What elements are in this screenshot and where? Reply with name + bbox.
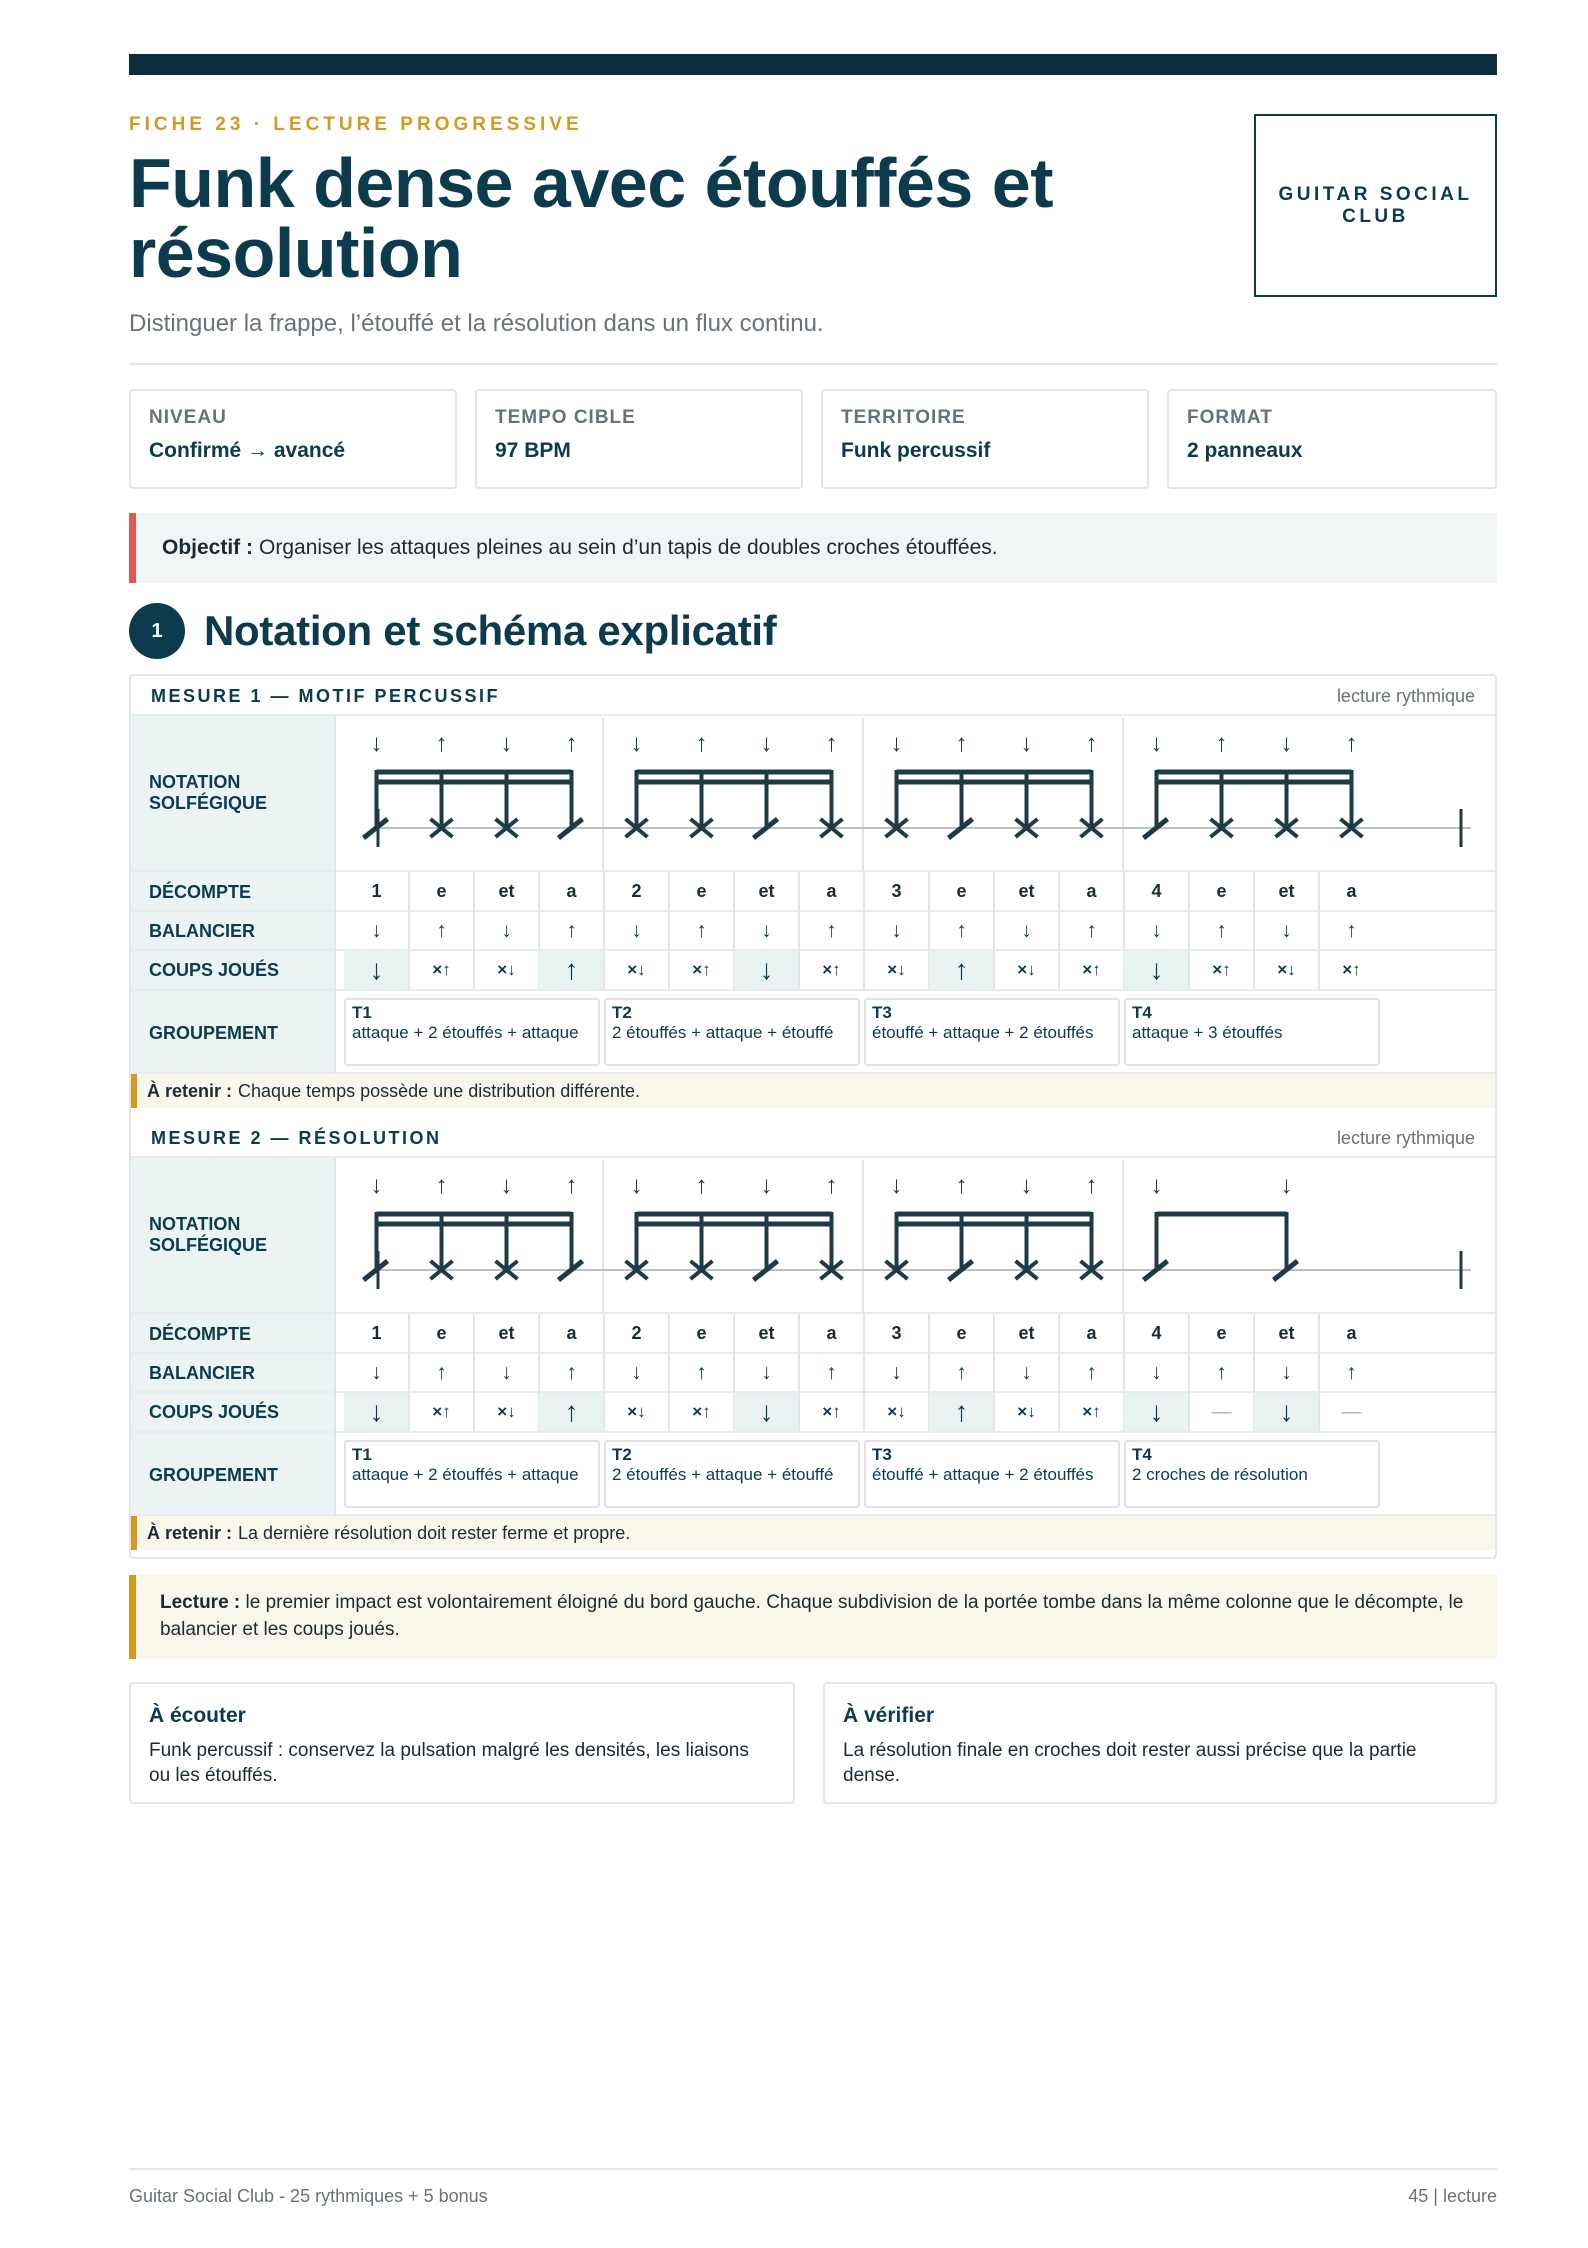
grouping-desc: attaque + 3 étouffés	[1132, 1023, 1283, 1042]
footer-right: 45 | lecture	[1408, 2186, 1497, 2206]
strum-cell: ↑	[826, 1360, 837, 1384]
row-label-line: SOLFÉGIQUE	[149, 1235, 268, 1255]
played-cell: ×↑	[432, 1402, 451, 1421]
info-card-format	[1167, 389, 1497, 489]
count-cell: a	[826, 1322, 837, 1343]
played-cell: ×↓	[497, 1402, 516, 1421]
stroke-arrow: ↓	[1020, 730, 1033, 757]
objective-callout	[129, 513, 1497, 583]
played-cell: ↓	[1124, 1393, 1189, 1431]
grouping-desc: 2 étouffés + attaque + étouffé	[612, 1023, 834, 1042]
strum-cell: ↓	[891, 1360, 902, 1384]
stroke-arrow: ↑	[1345, 730, 1358, 757]
count-cell: e	[956, 1322, 967, 1343]
strum-cell: ↓	[371, 1360, 382, 1384]
row-label-line: NOTATION	[149, 1214, 241, 1234]
strum-cell: ↑	[1216, 918, 1227, 942]
played-cell: ↓	[1124, 951, 1189, 989]
played-cell: ×↑	[692, 1402, 711, 1421]
played-cell: ×↑	[822, 960, 841, 979]
row-label-line: NOTATION	[149, 772, 241, 792]
stroke-arrow: ↓	[1150, 730, 1163, 757]
staff-notation	[336, 718, 1496, 872]
stroke-arrow: ↑	[1215, 730, 1228, 757]
header-divider	[129, 363, 1497, 365]
brand-logo-text: GUITAR SOCIAL CLUB	[1278, 183, 1473, 227]
played-cell: ×↑	[1082, 1402, 1101, 1421]
strum-cell: ↑	[1346, 1360, 1357, 1384]
grouping-box	[344, 1440, 600, 1508]
objective-label: Objectif :	[162, 536, 254, 559]
stroke-arrow: ↑	[695, 1172, 708, 1199]
stroke-arrow: ↓	[630, 730, 643, 757]
count-cell: 3	[891, 1322, 902, 1343]
row-label-count: DÉCOMPTE	[149, 1324, 252, 1344]
strum-cell: ↓	[1151, 1360, 1162, 1384]
row-label-notation	[149, 772, 267, 814]
grouping-box	[344, 998, 600, 1066]
info-card-level	[129, 389, 457, 489]
grouping-box	[604, 998, 860, 1066]
info-card-label: FORMAT	[1187, 407, 1273, 428]
remember-text: La dernière résolution doit rester ferme et propre.	[238, 1522, 631, 1543]
info-card-value: 2 panneaux	[1187, 439, 1303, 462]
strum-cell: ↓	[1151, 918, 1162, 942]
count-cell: e	[436, 880, 447, 901]
row-label-line: SOLFÉGIQUE	[149, 793, 268, 813]
count-cell: et	[498, 880, 515, 901]
count-cell: a	[566, 1322, 577, 1343]
played-cell: ↑	[929, 951, 994, 989]
played-cell: —	[1341, 1400, 1362, 1423]
played-cell: ×↓	[1017, 1402, 1036, 1421]
strum-cell: ↑	[1086, 1360, 1097, 1384]
stroke-arrow: ↑	[955, 730, 968, 757]
played-cell: ↓	[734, 951, 799, 989]
played-cell: ×↑	[1342, 960, 1361, 979]
stroke-arrow: ↑	[825, 1172, 838, 1199]
count-cell: e	[436, 1322, 447, 1343]
listen-text: Funk percussif : conservez la pulsation malgré les densités, les liaisons ou les étouffés.	[149, 1740, 749, 1786]
stroke-arrow: ↓	[1150, 1172, 1163, 1199]
row-label-strum: BALANCIER	[149, 1363, 255, 1383]
count-cell: et	[758, 880, 775, 901]
grouping-desc: 2 étouffés + attaque + étouffé	[612, 1465, 834, 1484]
section-heading	[129, 603, 776, 659]
row-label-grouping: GROUPEMENT	[149, 1465, 279, 1485]
stroke-arrow: ↓	[760, 1172, 773, 1199]
played-cell: ↓	[734, 1393, 799, 1431]
count-cell: et	[498, 1322, 515, 1343]
section-title: Notation et schéma explicatif	[204, 607, 777, 654]
count-cell: a	[1346, 880, 1357, 901]
grouping-desc: 2 croches de résolution	[1132, 1465, 1308, 1484]
count-cell: e	[1216, 1322, 1227, 1343]
count-cell: et	[1278, 880, 1295, 901]
strum-cell: ↓	[1281, 918, 1292, 942]
stroke-arrow: ↓	[1280, 730, 1293, 757]
section-number-badge: 1	[129, 603, 185, 659]
count-cell: a	[1086, 880, 1097, 901]
strum-cell: ↑	[1216, 1360, 1227, 1384]
page-title: Funk dense avec étouffés et résolution	[129, 144, 1054, 292]
stroke-arrow: ↓	[630, 1172, 643, 1199]
info-card-value: 97 BPM	[495, 439, 571, 462]
objective-text: Organiser les attaques pleines au sein d’un tapis de doubles croches étouffées.	[259, 536, 998, 559]
remember-text: Chaque temps possède une distribution différente.	[238, 1080, 640, 1101]
lecture-label: Lecture :	[160, 1592, 241, 1613]
top-bar	[129, 54, 1497, 75]
grouping-name: T2	[612, 1445, 632, 1464]
played-cell: ↑	[539, 1393, 604, 1431]
count-cell: 2	[631, 880, 642, 901]
strum-cell: ↓	[761, 918, 772, 942]
strum-cell: ↓	[1021, 918, 1032, 942]
count-cell: 2	[631, 1322, 642, 1343]
count-cell: 4	[1151, 1322, 1162, 1343]
measure-title: MESURE 1 — MOTIF PERCUSSIF	[151, 686, 501, 706]
stroke-arrow: ↓	[1280, 1172, 1293, 1199]
info-card-label: NIVEAU	[149, 407, 227, 428]
grouping-box	[864, 1440, 1120, 1508]
footer-divider	[129, 2168, 1497, 2170]
played-cell: ×↓	[1017, 960, 1036, 979]
strum-cell: ↓	[891, 918, 902, 942]
count-cell: et	[1018, 1322, 1035, 1343]
grouping-box	[864, 998, 1120, 1066]
stroke-arrow: ↑	[565, 1172, 578, 1199]
page-subtitle: Distinguer la frappe, l’étouffé et la résolution dans un flux continu.	[129, 310, 824, 337]
info-card-tempo	[475, 389, 803, 489]
remember-label: À retenir :	[147, 1080, 233, 1101]
played-cell: ↓	[344, 951, 409, 989]
grouping-desc: attaque + 2 étouffés + attaque	[352, 1465, 579, 1484]
played-cell: ×↑	[692, 960, 711, 979]
grouping-desc: étouffé + attaque + 2 étouffés	[872, 1023, 1094, 1042]
count-cell: et	[1278, 1322, 1295, 1343]
count-cell: a	[566, 880, 577, 901]
count-cell: a	[826, 880, 837, 901]
info-card-label: TEMPO CIBLE	[495, 407, 636, 428]
remember-note	[131, 1516, 1495, 1550]
listen-box	[129, 1682, 795, 1804]
played-cell: ×↓	[1277, 960, 1296, 979]
strum-cell: ↓	[501, 918, 512, 942]
count-cell: et	[758, 1322, 775, 1343]
row-label-played: COUPS JOUÉS	[149, 960, 280, 980]
grouping-name: T1	[352, 1445, 372, 1464]
info-card-value: Confirmé → avancé	[149, 439, 346, 462]
played-cell: ×↓	[627, 960, 646, 979]
measure-tag: lecture rythmique	[1336, 1128, 1475, 1148]
played-cell: ↓	[1254, 1393, 1319, 1431]
count-cell: e	[956, 880, 967, 901]
measure-header	[131, 1118, 1495, 1158]
played-cell: ×↑	[1082, 960, 1101, 979]
stroke-arrow: ↓	[500, 730, 513, 757]
strum-cell: ↑	[1346, 918, 1357, 942]
remember-label: À retenir :	[147, 1522, 233, 1543]
count-cell: e	[1216, 880, 1227, 901]
count-cell: et	[1018, 880, 1035, 901]
played-cell: ×↑	[1212, 960, 1231, 979]
played-cell: ↑	[539, 951, 604, 989]
check-text: La résolution finale en croches doit rester aussi précise que la partie dense.	[843, 1740, 1417, 1786]
grouping-name: T4	[1132, 1003, 1152, 1022]
stroke-arrow: ↓	[760, 730, 773, 757]
lecture-note	[129, 1575, 1497, 1659]
grouping-name: T3	[872, 1445, 892, 1464]
stroke-arrow: ↑	[1085, 730, 1098, 757]
grouping-desc: attaque + 2 étouffés + attaque	[352, 1023, 579, 1042]
check-box	[823, 1682, 1497, 1804]
count-cell: a	[1346, 1322, 1357, 1343]
strum-cell: ↓	[1281, 1360, 1292, 1384]
stroke-arrow: ↑	[435, 730, 448, 757]
played-cell: ×↑	[822, 1402, 841, 1421]
row-label-notation	[149, 1214, 267, 1256]
row-label-strum: BALANCIER	[149, 921, 255, 941]
check-title: À vérifier	[843, 1704, 935, 1727]
strum-cell: ↑	[956, 1360, 967, 1384]
strum-cell: ↓	[761, 1360, 772, 1384]
stroke-arrow: ↑	[955, 1172, 968, 1199]
row-label-played: COUPS JOUÉS	[149, 1402, 280, 1422]
strum-cell: ↑	[436, 918, 447, 942]
strum-cell: ↓	[371, 918, 382, 942]
stroke-arrow: ↓	[370, 730, 383, 757]
strum-cell: ↓	[1021, 1360, 1032, 1384]
played-cell: —	[1211, 1400, 1232, 1423]
listen-title: À écouter	[149, 1704, 246, 1727]
grouping-box	[1124, 998, 1380, 1066]
strum-cell: ↑	[696, 918, 707, 942]
strum-cell: ↑	[956, 918, 967, 942]
strum-cell: ↑	[1086, 918, 1097, 942]
measure-header	[131, 676, 1495, 716]
strum-cell: ↓	[501, 1360, 512, 1384]
stroke-arrow: ↑	[565, 730, 578, 757]
row-label-count: DÉCOMPTE	[149, 882, 252, 902]
info-cards	[129, 389, 1497, 489]
played-cell: ↓	[344, 1393, 409, 1431]
strum-cell: ↓	[631, 1360, 642, 1384]
grouping-desc: étouffé + attaque + 2 étouffés	[872, 1465, 1094, 1484]
stroke-arrow: ↓	[890, 1172, 903, 1199]
stroke-arrow: ↓	[370, 1172, 383, 1199]
grouping-box	[604, 1440, 860, 1508]
strum-cell: ↑	[696, 1360, 707, 1384]
staff-notation	[336, 1160, 1496, 1314]
played-cell: ↑	[929, 1393, 994, 1431]
lecture-text: le premier impact est volontairement éloigné du bord gauche. Chaque subdivision de la portée tombe dans la même colonne que le décompte, le balancier et les coups joués.	[160, 1592, 1464, 1640]
stroke-arrow: ↑	[695, 730, 708, 757]
info-card-label: TERRITOIRE	[841, 407, 966, 428]
row-label-grouping: GROUPEMENT	[149, 1023, 279, 1043]
eyebrow: FICHE 23 · LECTURE PROGRESSIVE	[129, 114, 583, 135]
count-cell: e	[696, 880, 707, 901]
strum-cell: ↓	[631, 918, 642, 942]
count-cell: 4	[1151, 880, 1162, 901]
played-cell: ×↓	[497, 960, 516, 979]
strum-cell: ↑	[826, 918, 837, 942]
stroke-arrow: ↓	[500, 1172, 513, 1199]
strum-cell: ↑	[436, 1360, 447, 1384]
count-cell: 3	[891, 880, 902, 901]
count-cell: e	[696, 1322, 707, 1343]
stroke-arrow: ↓	[890, 730, 903, 757]
count-cell: 1	[371, 1322, 382, 1343]
played-cell: ×↓	[627, 1402, 646, 1421]
measure-title: MESURE 2 — RÉSOLUTION	[151, 1128, 442, 1148]
count-cell: 1	[371, 880, 382, 901]
played-cell: ×↑	[432, 960, 451, 979]
grouping-box	[1124, 1440, 1380, 1508]
grouping-name: T1	[352, 1003, 372, 1022]
stroke-arrow: ↑	[1085, 1172, 1098, 1199]
played-cell: ×↓	[887, 1402, 906, 1421]
brand-logo	[1254, 114, 1497, 297]
stroke-arrow: ↑	[435, 1172, 448, 1199]
strum-cell: ↑	[566, 918, 577, 942]
info-card-value: Funk percussif	[841, 439, 991, 462]
grouping-name: T2	[612, 1003, 632, 1022]
grouping-name: T3	[872, 1003, 892, 1022]
grouping-name: T4	[1132, 1445, 1152, 1464]
strum-cell: ↑	[566, 1360, 577, 1384]
stroke-arrow: ↓	[1020, 1172, 1033, 1199]
info-card-territory	[821, 389, 1149, 489]
remember-note	[131, 1074, 1495, 1108]
rhythm-panel	[129, 674, 1497, 1559]
footer-left: Guitar Social Club - 25 rythmiques + 5 bonus	[129, 2186, 488, 2206]
count-cell: a	[1086, 1322, 1097, 1343]
stroke-arrow: ↑	[825, 730, 838, 757]
measure-tag: lecture rythmique	[1336, 686, 1475, 706]
played-cell: ×↓	[887, 960, 906, 979]
